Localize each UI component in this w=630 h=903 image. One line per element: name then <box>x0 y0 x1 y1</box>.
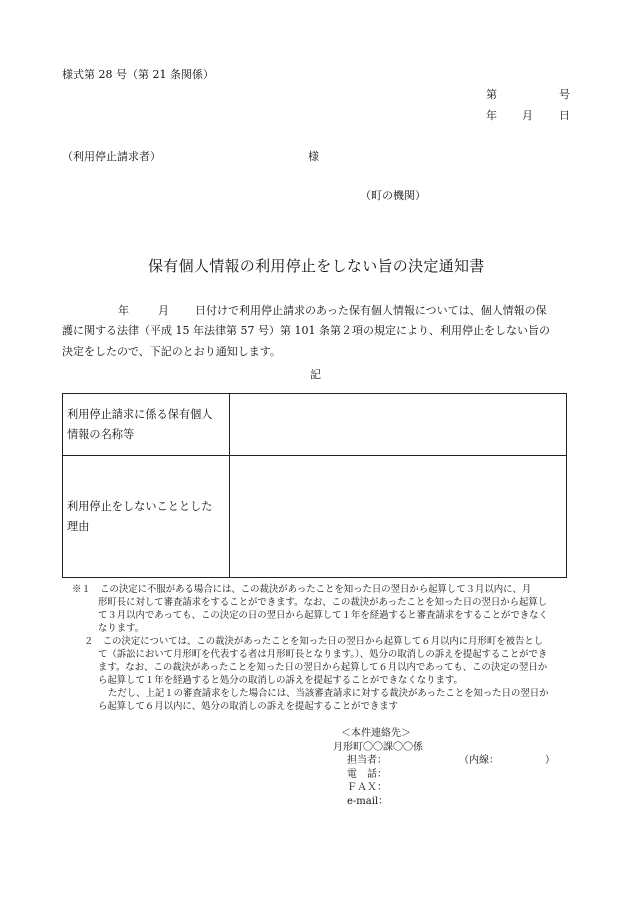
contact-person-label: 担当者： <box>347 755 387 766</box>
contact-extension-label: （内線： <box>459 755 499 766</box>
table-row <box>63 456 567 578</box>
contact-person-row <box>333 754 555 768</box>
note-2-line: ます。なお、この裁決があったことを知った日の翌日から起算して６月以内であっても、この決定の翌日か <box>98 662 548 673</box>
row-label-reason <box>63 456 230 578</box>
date-day: 日 <box>559 109 570 122</box>
addressee-label: （利用停止請求者） <box>62 150 161 163</box>
contact-fax-label: ＦＡＸ： <box>347 782 387 793</box>
row-label-line: 情報の名称等 <box>67 427 135 441</box>
note-1-line: ※１ この決定に不服がある場合には、この裁決があったことを知った日の翌日から起算して３月以内に、月 <box>72 584 532 595</box>
row-value-info-name <box>230 394 567 456</box>
doc-number-suffix: 号 <box>559 88 570 101</box>
note-2-line: ら起算して６月以内に、処分の取消しの訴えを提起することができます <box>98 701 399 712</box>
body-line-1: 日付けで利用停止請求のあった保有個人情報については、個人情報の保 <box>195 304 547 317</box>
note-1-line: て３月以内であっても、この決定の日の翌日から起算して１年を経過すると審査請求をすることができなく <box>98 610 548 621</box>
note-2-line: ２ この決定については、この裁決があったことを知った日の翌日から起算して６月以内に月形町を被告とし <box>84 636 544 647</box>
row-label-line: 利用停止請求に係る保有個人 <box>67 407 213 421</box>
note-2-line: ただし、上記１の審査請求をした場合には、当該審査請求に対する裁決があったことを知った日の翌日か <box>108 688 549 699</box>
body-date-year: 年 <box>118 304 129 317</box>
body-line-3: 決定をしたので、下記のとおり通知します。 <box>62 345 281 358</box>
date-month: 月 <box>522 109 533 122</box>
detail-table <box>62 393 567 578</box>
form-number: 様式第 28 号（第 21 条関係） <box>62 68 214 81</box>
note-1-line: なります。 <box>98 623 145 634</box>
row-label-line: 利用停止をしないこととした <box>67 499 213 513</box>
issuer-label: （町の機関） <box>360 189 426 202</box>
ki-heading: 記 <box>310 368 321 381</box>
row-label-info-name <box>63 394 230 456</box>
contact-heading: ＜本件連絡先＞ <box>341 728 411 739</box>
note-2-line: て（訴訟において月形町を代表する者は月形町長となります。）、処分の取消しの訴えを提起することができ <box>98 649 548 660</box>
contact-phone-label: 電 話： <box>347 768 387 780</box>
contact-extension-close: ） <box>545 755 555 766</box>
contact-block <box>333 727 555 808</box>
note-1-line: 形町長に対して審査請求をすることができます。なお、この裁決があったことを知った日の翌日から起算し <box>98 597 548 608</box>
note-2-line: ら起算して１年を経過すると処分の取消しの訴えを提起することができなくなります。 <box>98 675 463 686</box>
body-line-2: 護に関する法律（平成 15 年法律第 57 号）第 101 条第２項の規定により、利用停止をしない旨の <box>62 324 550 337</box>
body-date-month: 月 <box>158 304 169 317</box>
document-title: 保有個人情報の利用停止をしない旨の決定通知書 <box>148 257 485 275</box>
date-year: 年 <box>486 109 497 122</box>
doc-number-prefix: 第 <box>486 88 497 101</box>
addressee-honorific: 様 <box>308 150 319 163</box>
row-label-line: 理由 <box>67 519 90 533</box>
row-value-reason <box>230 456 567 578</box>
contact-department: 月形町〇〇課〇〇係 <box>333 741 423 753</box>
table-row <box>63 394 567 456</box>
contact-email-label: e-mail： <box>347 795 389 807</box>
